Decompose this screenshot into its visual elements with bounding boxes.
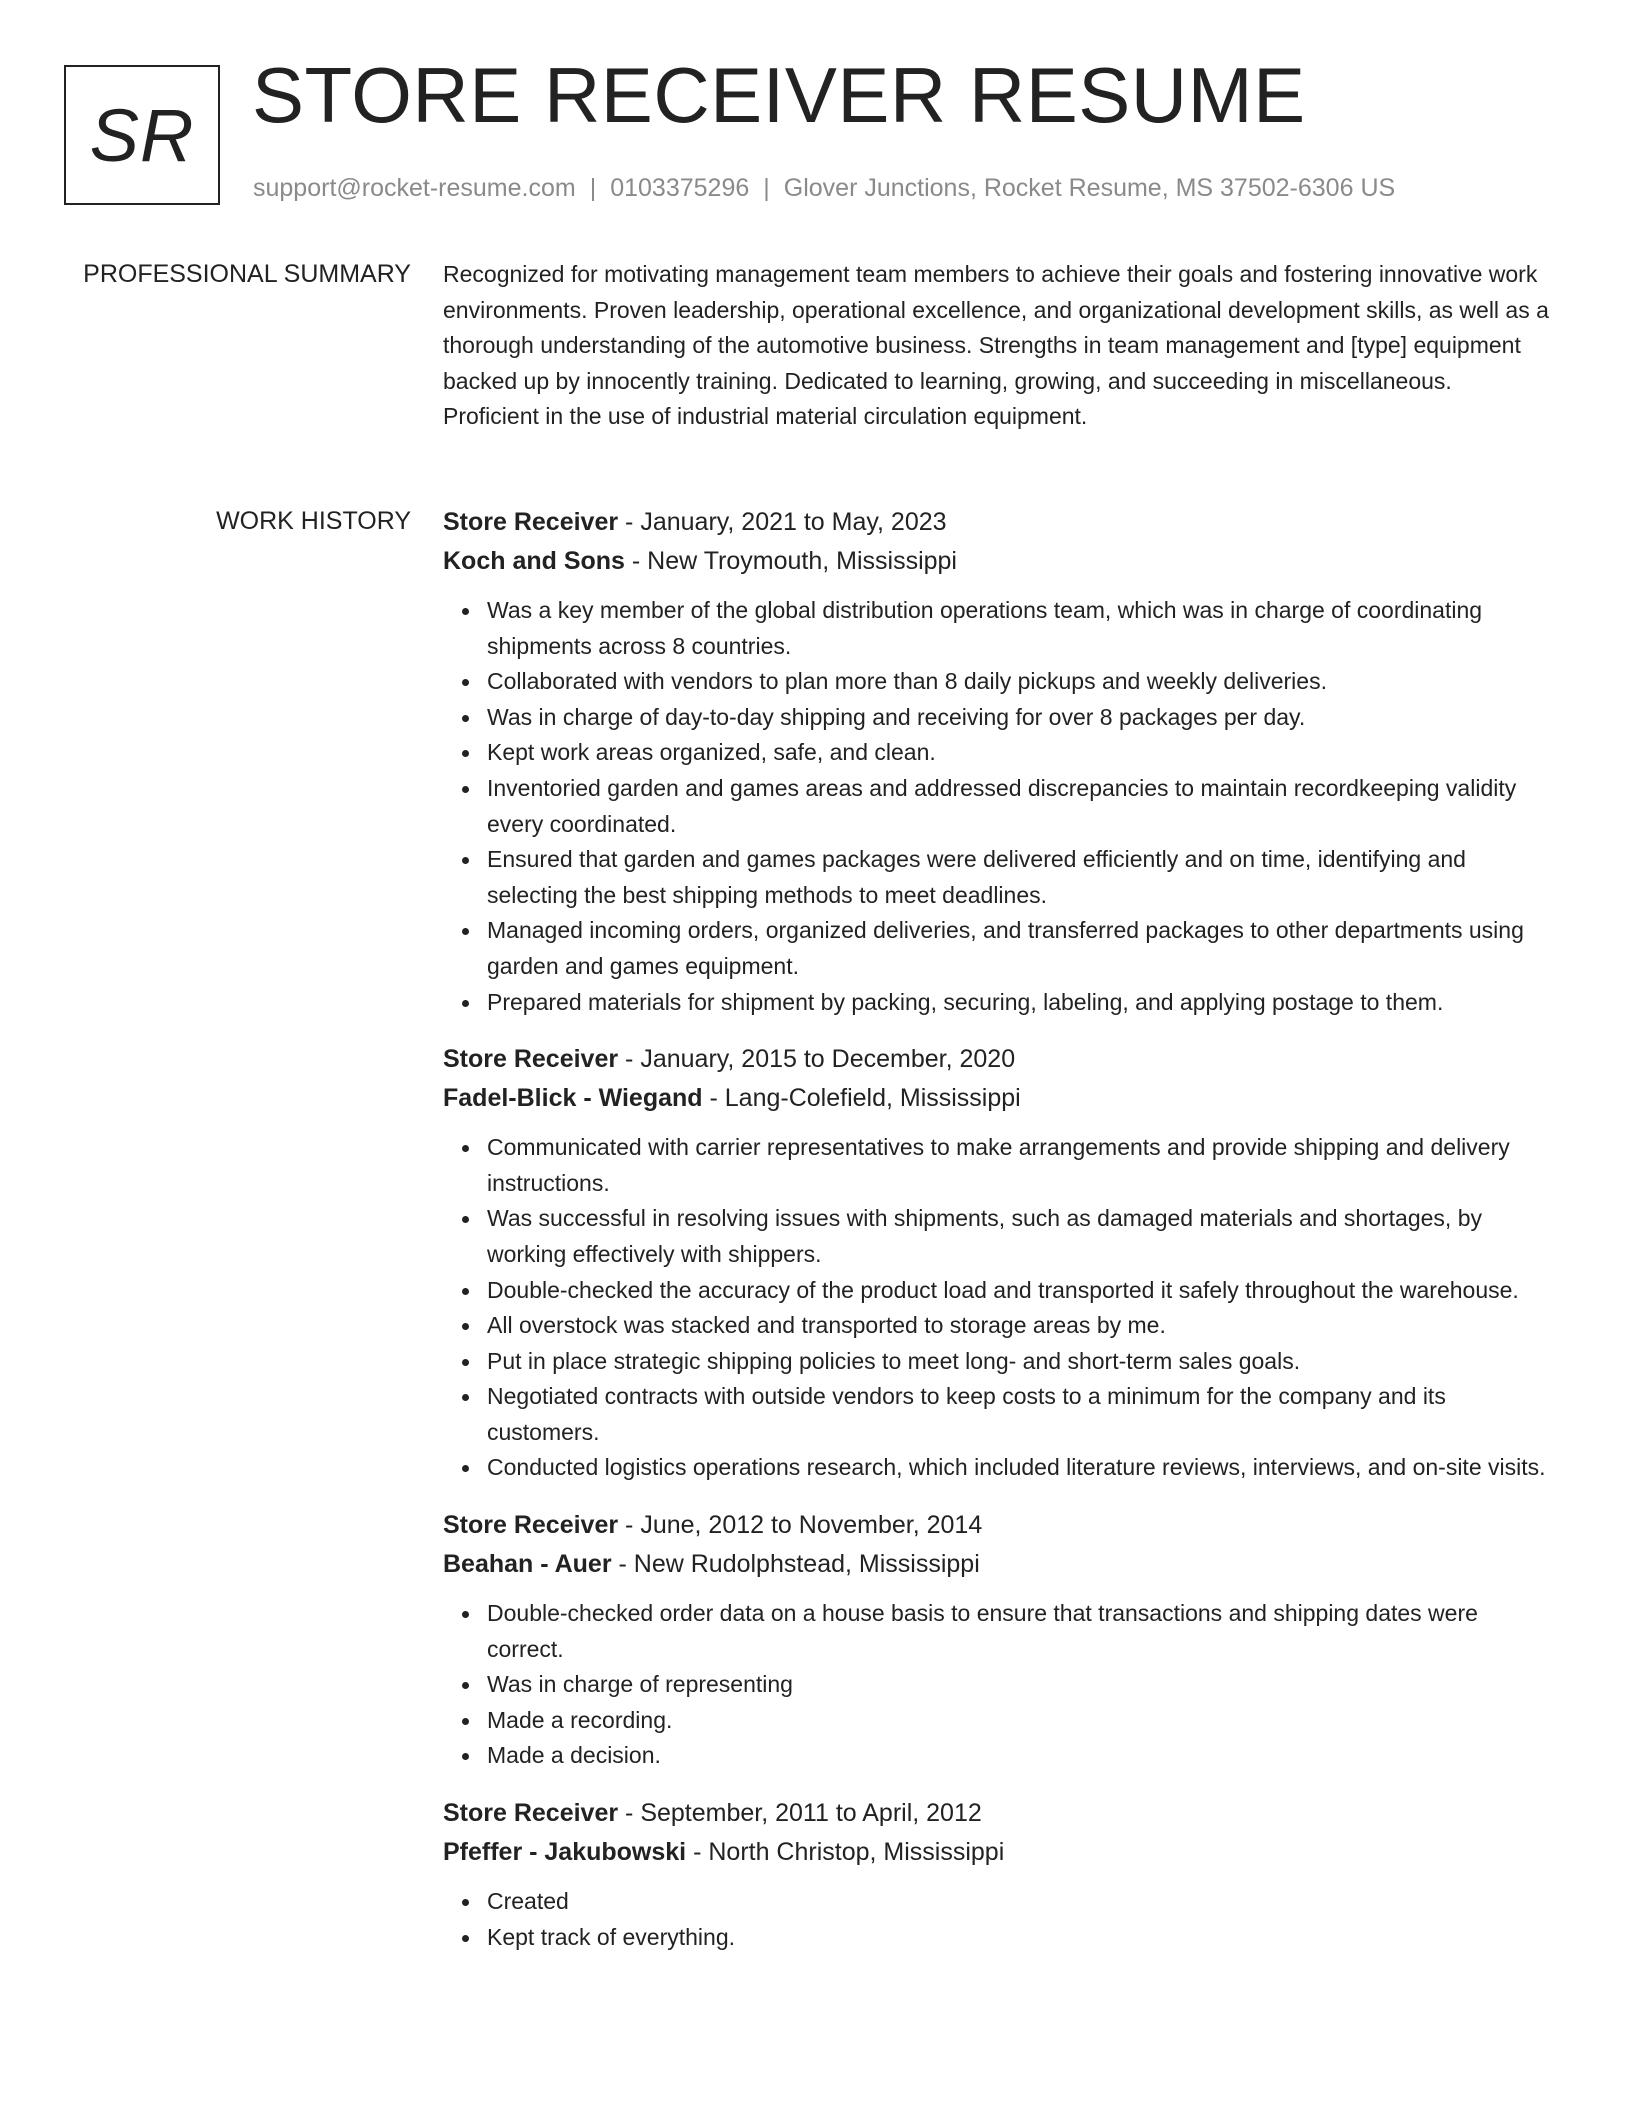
contact-separator: |: [589, 174, 597, 202]
bullet-dot-icon: [462, 1288, 469, 1295]
work-history-label: WORK HISTORY: [216, 507, 411, 535]
job-bullet-text: All overstock was stacked and transported to storage areas by me.: [487, 1312, 1166, 1339]
job-dates: - January, 2015 to December, 2020: [618, 1045, 1016, 1074]
contact-email: support@rocket-resume.com: [253, 174, 576, 202]
job-company: Pfeffer - Jakubowski: [443, 1838, 687, 1867]
job-bullet: [487, 1596, 1553, 1667]
job-title-line: [443, 1040, 1553, 1079]
bullet-dot-icon: [462, 1611, 469, 1618]
contact-line: [253, 174, 1395, 203]
job-title-line: [443, 503, 1553, 542]
job-entry: [443, 1506, 1553, 1774]
job-bullet: [487, 1667, 1553, 1703]
job-dates: - January, 2021 to May, 2023: [618, 508, 947, 536]
job-bullet: [487, 700, 1553, 736]
bullet-dot-icon: [462, 1899, 469, 1906]
job-bullet-list: [443, 1884, 1553, 1955]
job-bullet-list: [443, 1130, 1553, 1486]
contact-address: Glover Junctions, Rocket Resume, MS 37502-6306 US: [783, 174, 1396, 202]
job-title: Store Receiver: [443, 1799, 619, 1828]
summary-text: Recognized for motivating management team members to achieve their goals and fostering innovative work environments. Proven leadership, operational excellence, and organizational development skills, as well as a thorough understanding of the automotive business. Strengths in team management and [type] equipment backed up by innocently training. Dedicated to learning, growing, and succeeding in miscellaneous. Proficient in the use of industrial material circulation equipment.: [443, 261, 1549, 430]
job-company: Koch and Sons: [443, 547, 625, 575]
job-title: Store Receiver: [443, 1045, 619, 1074]
contact-phone: 0103375296: [610, 174, 750, 202]
job-bullet: [487, 1379, 1553, 1450]
job-entry: [443, 503, 1553, 1020]
bullet-dot-icon: [462, 1000, 469, 1007]
resume-title: STORE RECEIVER RESUME: [252, 51, 1306, 139]
monogram-logo: [64, 65, 220, 205]
bullet-dot-icon: [462, 608, 469, 615]
bullet-dot-icon: [462, 1359, 469, 1366]
job-bullet-text: Was successful in resolving issues with shipments, such as damaged materials and shortages, by working effectively with shippers.: [487, 1205, 1482, 1267]
bullet-dot-icon: [462, 1465, 469, 1472]
work-history-body: [443, 503, 1553, 1975]
job-location: - Lang-Colefield, Mississippi: [702, 1084, 1021, 1113]
job-title-line: [443, 1506, 1553, 1545]
bullet-dot-icon: [462, 1682, 469, 1689]
job-bullet-text: Prepared materials for shipment by packing, securing, labeling, and applying postage to them.: [487, 988, 1444, 1015]
job-bullet: [487, 1920, 1553, 1956]
bullet-dot-icon: [462, 1718, 469, 1725]
job-bullet-text: Made a decision.: [487, 1742, 661, 1769]
bullet-dot-icon: [462, 928, 469, 935]
job-bullet: [487, 1308, 1553, 1344]
bullet-dot-icon: [462, 857, 469, 864]
job-bullet: [487, 593, 1553, 664]
job-bullet: [487, 1884, 1553, 1920]
job-title-line: [443, 1794, 1553, 1833]
job-location: - New Rudolphstead, Mississippi: [611, 1550, 980, 1579]
job-bullet-text: Was in charge of day-to-day shipping and receiving for over 8 packages per day.: [487, 703, 1306, 730]
bullet-dot-icon: [462, 679, 469, 686]
summary-label: PROFESSIONAL SUMMARY: [83, 260, 411, 288]
job-bullet-text: Managed incoming orders, organized deliveries, and transferred packages to other departments using garden and games equipment.: [487, 917, 1524, 979]
job-bullet-text: Created: [487, 1888, 569, 1915]
job-company-line: [443, 1545, 1553, 1584]
summary-body: [443, 257, 1553, 435]
job-company-line: [443, 1833, 1553, 1872]
job-title: Store Receiver: [443, 1511, 619, 1540]
bullet-dot-icon: [462, 1394, 469, 1401]
job-bullet: [487, 771, 1553, 842]
job-dates: - June, 2012 to November, 2014: [618, 1511, 983, 1540]
job-bullet: [487, 1344, 1553, 1380]
job-bullet: [487, 1450, 1553, 1486]
bullet-dot-icon: [462, 1216, 469, 1223]
job-bullet: [487, 913, 1553, 984]
job-bullet-list: [443, 593, 1553, 1020]
job-bullet: [487, 664, 1553, 700]
job-bullet: [487, 842, 1553, 913]
job-bullet: [487, 1703, 1553, 1739]
job-entry: [443, 1040, 1553, 1486]
job-bullet-text: Negotiated contracts with outside vendors to keep costs to a minimum for the company and its customers.: [487, 1383, 1446, 1445]
contact-separator: |: [763, 174, 770, 202]
bullet-dot-icon: [462, 786, 469, 793]
job-bullet-list: [443, 1596, 1553, 1774]
job-bullet: [487, 1130, 1553, 1201]
job-title: Store Receiver: [443, 508, 619, 536]
job-bullet: [487, 1738, 1553, 1774]
job-bullet-text: Ensured that garden and games packages were delivered efficiently and on time, identifying and selecting the best shipping methods to meet deadlines.: [487, 846, 1466, 908]
job-bullet-text: Collaborated with vendors to plan more than 8 daily pickups and weekly deliveries.: [487, 668, 1327, 695]
job-bullet-text: Kept work areas organized, safe, and clean.: [487, 739, 936, 766]
job-bullet-text: Communicated with carrier representatives to make arrangements and provide shipping and delivery instructions.: [487, 1134, 1510, 1196]
job-bullet-text: Kept track of everything.: [487, 1923, 736, 1950]
job-bullet-text: Inventoried garden and games areas and addressed discrepancies to maintain recordkeeping validity every coordinated.: [487, 774, 1517, 837]
job-bullet-text: Put in place strategic shipping policies to meet long- and short-term sales goals.: [487, 1347, 1301, 1374]
job-dates: - September, 2011 to April, 2012: [618, 1799, 982, 1828]
bullet-dot-icon: [462, 1323, 469, 1330]
bullet-dot-icon: [462, 1935, 469, 1942]
monogram-text: SR: [89, 93, 195, 177]
job-location: - North Christop, Mississippi: [686, 1838, 1005, 1867]
job-location: - New Troymouth, Mississippi: [624, 547, 957, 575]
job-bullet-text: Conducted logistics operations research, which included literature reviews, interviews, and on-site visits.: [487, 1454, 1546, 1481]
bullet-dot-icon: [462, 715, 469, 722]
job-bullet: [487, 735, 1553, 771]
job-company-line: [443, 1079, 1553, 1118]
bullet-dot-icon: [462, 750, 469, 757]
job-bullet: [487, 985, 1553, 1021]
job-bullet-text: Was a key member of the global distribution operations team, which was in charge of coordinating shipments across 8 countries.: [487, 597, 1483, 659]
job-company: Fadel-Blick - Wiegand: [443, 1084, 703, 1113]
bullet-dot-icon: [462, 1753, 469, 1760]
job-bullet: [487, 1273, 1553, 1309]
job-bullet-text: Double-checked the accuracy of the product load and transported it safely throughout the warehouse.: [487, 1276, 1519, 1303]
job-bullet: [487, 1201, 1553, 1272]
job-bullet-text: Was in charge of representing: [487, 1671, 793, 1698]
job-company-line: [443, 542, 1553, 581]
bullet-dot-icon: [462, 1145, 469, 1152]
job-entry: [443, 1794, 1553, 1955]
job-bullet-text: Double-checked order data on a house basis to ensure that transactions and shipping dates were correct.: [487, 1600, 1478, 1662]
job-company: Beahan - Auer: [443, 1550, 612, 1579]
job-bullet-text: Made a recording.: [487, 1706, 673, 1733]
